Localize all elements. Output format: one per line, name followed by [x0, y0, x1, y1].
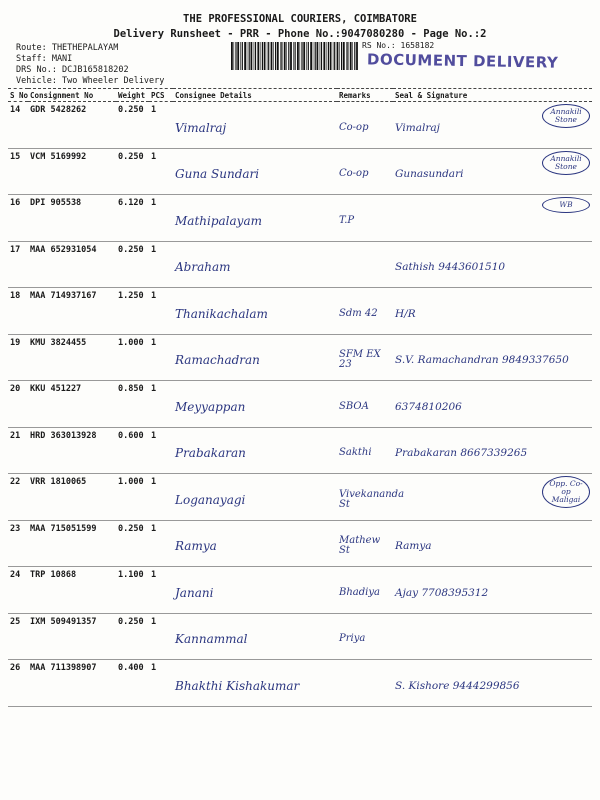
weight-cell-text: 0.250: [118, 523, 144, 534]
serial-cell-text: 23: [10, 523, 21, 534]
barcode-bar: [277, 42, 279, 70]
remarks-cell: [337, 334, 393, 381]
barcode-bar: [306, 42, 307, 70]
pcs-cell-text: 1: [151, 337, 157, 348]
serial-cell-text: 22: [10, 477, 21, 487]
serial-cell: [8, 102, 28, 149]
table-header-row: [8, 89, 592, 102]
document-delivery-stamp: DOCUMENT DELIVERY: [366, 50, 559, 72]
barcode-bar: [339, 42, 340, 70]
consignee-cell: [173, 241, 337, 288]
serial-cell-text: 15: [10, 151, 21, 162]
drs-label: DRS No.: DCJB165818202: [16, 65, 129, 75]
barcode-bar: [271, 42, 273, 70]
barcode: [231, 42, 359, 70]
pcs-cell: [149, 567, 173, 614]
weight-cell: [116, 427, 149, 474]
pcs-cell: [149, 381, 173, 428]
barcode-bar: [341, 42, 342, 70]
signature-cell-text: Vimalraj: [395, 121, 440, 134]
handwritten-note: Opp. Co-op Maligai: [542, 476, 590, 508]
weight-cell-text: 1.000: [118, 477, 144, 487]
remarks-cell: [337, 567, 393, 614]
vehicle-label: Vehicle: Two Wheeler Delivery: [16, 76, 165, 86]
consignment-cell: [28, 613, 116, 660]
consignee-cell: [173, 381, 337, 428]
serial-cell: [8, 613, 28, 660]
pcs-cell-text: 1: [151, 523, 157, 534]
barcode-bar: [301, 42, 302, 70]
consignment-cell: [28, 102, 116, 149]
weight-cell-text: 0.250: [118, 616, 144, 627]
signature-cell: [393, 567, 592, 614]
consignment-cell: [28, 520, 116, 567]
serial-cell: [8, 148, 28, 195]
barcode-bar: [343, 42, 345, 70]
weight-cell-text: 0.250: [118, 244, 144, 255]
consignment-cell: [28, 660, 116, 707]
sheet-title: Delivery Runsheet - PRR - Phone No.:9047080280 - Page No.:2: [113, 28, 487, 40]
remarks-cell: [337, 613, 393, 660]
consignee-cell: [173, 195, 337, 242]
handwritten-note: WB: [542, 197, 590, 213]
serial-cell: [8, 427, 28, 474]
signature-cell: [393, 613, 592, 660]
consignment-cell-text: MAA 714937167: [30, 291, 97, 301]
barcode-bar: [356, 42, 358, 70]
consignment-cell: [28, 381, 116, 428]
pcs-cell: [149, 148, 173, 195]
staff-label: Staff: MANI: [16, 54, 73, 64]
table-row: [8, 474, 592, 521]
signature-cell: [393, 195, 592, 242]
pcs-cell: [149, 334, 173, 381]
consignment-cell: [28, 148, 116, 195]
delivery-table: [8, 88, 592, 707]
pcs-cell: [149, 613, 173, 660]
barcode-bar: [231, 42, 233, 70]
consignment-cell-text: MAA 715051599: [30, 523, 97, 534]
barcode-bar: [326, 42, 327, 70]
barcode-bar: [308, 42, 309, 70]
barcode-bar: [280, 42, 281, 70]
pcs-cell-text: 1: [151, 384, 157, 394]
barcode-bar: [244, 42, 246, 70]
signature-cell: [393, 334, 592, 381]
pcs-cell-text: 1: [151, 198, 157, 208]
consignment-cell-text: VCM 5169992: [30, 151, 87, 162]
pcs-cell-text: 1: [151, 151, 157, 162]
consignment-cell-text: KKU 451227: [30, 384, 82, 394]
pcs-cell-text: 1: [151, 570, 157, 580]
remarks-cell: [337, 102, 393, 149]
serial-cell: [8, 474, 28, 521]
consignee-cell-text: Bhakthi Kishakumar: [175, 678, 300, 693]
consignee-cell-text: Vimalraj: [175, 120, 227, 135]
consignee-cell-text: Mathipalayam: [175, 213, 262, 228]
remarks-cell-text: Mathew St: [339, 535, 381, 557]
signature-cell: [393, 288, 592, 335]
consignment-cell-text: MAA 711398907: [30, 663, 97, 673]
consignee-cell-text: Thanikachalam: [175, 306, 268, 321]
weight-cell: [116, 381, 149, 428]
signature-cell-text: Ajay 7708395312: [395, 586, 489, 599]
table-row: [8, 520, 592, 567]
consignment-cell: [28, 474, 116, 521]
signature-cell: [393, 520, 592, 567]
serial-cell-text: 25: [10, 616, 21, 627]
serial-cell: [8, 520, 28, 567]
col-header: Remarks: [337, 89, 393, 102]
consignment-cell: [28, 288, 116, 335]
barcode-bar: [249, 42, 250, 70]
serial-cell: [8, 567, 28, 614]
barcode-bar: [303, 42, 305, 70]
consignee-cell: [173, 660, 337, 707]
weight-cell-text: 0.400: [118, 663, 144, 673]
consignment-cell: [28, 567, 116, 614]
barcode-bar: [254, 42, 255, 70]
table-row: [8, 241, 592, 288]
serial-cell: [8, 660, 28, 707]
weight-cell: [116, 195, 149, 242]
signature-cell: [393, 241, 592, 288]
signature-cell: [393, 102, 592, 149]
barcode-bar: [247, 42, 248, 70]
barcode-bar: [334, 42, 335, 70]
table-row: [8, 148, 592, 195]
barcode-bar: [330, 42, 332, 70]
signature-cell: [393, 474, 592, 521]
remarks-cell-text: Priya: [339, 633, 366, 645]
pcs-cell-text: 1: [151, 663, 157, 673]
barcode-bar: [321, 42, 322, 70]
handwritten-note: Annakili Stone: [542, 151, 590, 175]
barcode-bar: [288, 42, 289, 70]
consignment-cell-text: VRR 1810065: [30, 477, 87, 487]
weight-cell: [116, 660, 149, 707]
barcode-bar: [273, 42, 274, 70]
consignee-cell: [173, 334, 337, 381]
table-row: [8, 427, 592, 474]
barcode-bar: [317, 42, 319, 70]
barcode-bar: [260, 42, 261, 70]
serial-cell-text: 16: [10, 198, 21, 208]
consignee-cell: [173, 613, 337, 660]
consignment-cell-text: TRP 10868: [30, 570, 77, 580]
signature-cell-text: H/R: [395, 307, 416, 320]
weight-cell-text: 1.100: [118, 570, 144, 580]
weight-cell: [116, 334, 149, 381]
consignee-cell: [173, 474, 337, 521]
barcode-bar: [300, 42, 301, 70]
remarks-cell-text: Co-op: [339, 168, 369, 180]
remarks-cell: [337, 474, 405, 521]
barcode-bar: [281, 42, 282, 70]
consignee-cell-text: Janani: [175, 585, 214, 600]
handwritten-note: Annakili Stone: [542, 104, 590, 128]
pcs-cell-text: 1: [151, 105, 157, 115]
remarks-cell-text: Sdm 42: [339, 307, 378, 319]
pcs-cell: [149, 474, 173, 521]
serial-cell-text: 26: [10, 663, 21, 673]
weight-cell: [116, 288, 149, 335]
serial-cell-text: 19: [10, 337, 21, 348]
barcode-bar: [255, 42, 256, 70]
barcode-bar: [264, 42, 266, 70]
barcode-bar: [293, 42, 294, 70]
consignee-cell-text: Loganayagi: [175, 492, 246, 507]
barcode-bar: [267, 42, 268, 70]
consignment-cell: [28, 427, 116, 474]
signature-cell-text: 6374810206: [395, 400, 462, 413]
barcode-bar: [290, 42, 292, 70]
weight-cell: [116, 567, 149, 614]
barcode-bar: [352, 42, 353, 70]
barcode-bar: [350, 42, 352, 70]
route-label: Route: THETHEPALAYAM: [16, 43, 119, 53]
col-header: S No: [10, 90, 29, 100]
table-row: [8, 613, 592, 660]
serial-cell: [8, 241, 28, 288]
consignee-cell-text: Guna Sundari: [175, 167, 260, 182]
col-header: PCS: [149, 89, 173, 102]
barcode-bar: [354, 42, 355, 70]
barcode-bar: [346, 42, 347, 70]
remarks-cell-text: Sakthi: [339, 447, 372, 459]
table-row: [8, 567, 592, 614]
consignee-cell-text: Ramachadran: [175, 353, 260, 368]
serial-cell-text: 21: [10, 430, 21, 441]
weight-cell: [116, 102, 149, 149]
remarks-cell: [337, 520, 393, 567]
remarks-cell-text: SFM EX 23: [339, 349, 381, 371]
consignee-cell: [173, 148, 337, 195]
remarks-cell-text: Bhadiya: [339, 586, 380, 598]
signature-cell-text: Prabakaran 8667339265: [395, 447, 528, 460]
barcode-bar: [257, 42, 259, 70]
weight-cell: [116, 520, 149, 567]
col-header: Weight: [116, 89, 149, 102]
consignee-cell-text: Abraham: [175, 260, 231, 275]
consignment-cell-text: DPI 905538: [30, 198, 82, 208]
remarks-cell: [337, 427, 393, 474]
pcs-cell: [149, 520, 173, 567]
pcs-cell: [149, 102, 173, 149]
signature-cell: [393, 660, 592, 707]
pcs-cell-text: 1: [151, 616, 157, 627]
weight-cell: [116, 148, 149, 195]
signature-cell-text: Sathish 9443601510: [395, 261, 506, 274]
serial-cell-text: 18: [10, 291, 21, 301]
table-row: [8, 102, 592, 149]
remarks-cell: [337, 381, 393, 428]
weight-cell-text: 0.600: [118, 430, 144, 441]
pcs-cell: [149, 660, 173, 707]
serial-cell: [8, 334, 28, 381]
consignment-cell-text: HRD 363013928: [30, 430, 97, 441]
barcode-bar: [234, 42, 235, 70]
consignment-cell-text: IXM 509491357: [30, 616, 97, 627]
pcs-cell: [149, 427, 173, 474]
remarks-cell: [337, 660, 393, 707]
remarks-cell: [337, 288, 393, 335]
barcode-bar: [235, 42, 236, 70]
consignment-cell: [28, 334, 116, 381]
company-title: THE PROFESSIONAL COURIERS, COIMBATORE: [183, 13, 417, 25]
barcode-bar: [295, 42, 296, 70]
barcode-bar: [333, 42, 334, 70]
signature-cell: [393, 427, 592, 474]
pcs-cell-text: 1: [151, 244, 157, 255]
consignment-cell-text: GDR 5428262: [30, 105, 87, 115]
barcode-bar: [297, 42, 299, 70]
consignment-cell-text: KMU 3824455: [30, 337, 87, 348]
serial-cell-text: 14: [10, 105, 21, 115]
weight-cell-text: 0.250: [118, 105, 144, 115]
barcode-bar: [328, 42, 329, 70]
weight-cell: [116, 613, 149, 660]
weight-cell-text: 1.000: [118, 337, 144, 348]
consignee-cell-text: Ramya: [175, 539, 217, 554]
weight-cell: [116, 474, 149, 521]
remarks-cell-text: SBOA: [339, 400, 369, 412]
consignee-cell-text: Meyyappan: [175, 399, 246, 414]
remarks-cell: [337, 241, 393, 288]
barcode-bar: [262, 42, 263, 70]
barcode-bar: [337, 42, 339, 70]
weight-cell-text: 0.250: [118, 151, 144, 162]
table-row: [8, 660, 592, 707]
barcode-bar: [237, 42, 239, 70]
barcode-bar: [347, 42, 348, 70]
consignee-cell: [173, 427, 337, 474]
weight-cell-text: 6.120: [118, 198, 144, 208]
table-row: [8, 381, 592, 428]
remarks-cell-text: Vivekananda St: [339, 488, 405, 510]
rs-number: RS No.: 1658182: [362, 41, 435, 50]
barcode-bar: [240, 42, 241, 70]
col-header: Seal & Signature: [393, 89, 592, 102]
signature-cell-text: S.V. Ramachandran 9849337650: [395, 354, 569, 367]
col-header: Consignee Details: [173, 89, 337, 102]
consignment-cell-text: MAA 652931054: [30, 244, 97, 255]
remarks-cell: [337, 195, 393, 242]
barcode-bar: [275, 42, 276, 70]
serial-cell-text: 17: [10, 244, 21, 255]
pcs-cell: [149, 195, 173, 242]
barcode-bar: [310, 42, 312, 70]
barcode-bar: [286, 42, 287, 70]
consignment-cell: [28, 241, 116, 288]
pcs-cell-text: 1: [151, 477, 157, 487]
pcs-cell-text: 1: [151, 291, 157, 301]
table-row: [8, 288, 592, 335]
serial-cell-text: 24: [10, 570, 21, 580]
remarks-cell-text: Co-op: [339, 121, 369, 133]
weight-cell: [116, 241, 149, 288]
weight-cell-text: 0.850: [118, 384, 144, 394]
pcs-cell: [149, 288, 173, 335]
table-row: [8, 334, 592, 381]
consignee-cell-text: Kannammal: [175, 632, 248, 647]
serial-cell-text: 20: [10, 384, 21, 394]
barcode-bar: [284, 42, 286, 70]
signature-cell-text: Gunasundari: [395, 168, 464, 181]
consignment-cell: [28, 195, 116, 242]
barcode-bar: [242, 42, 243, 70]
consignee-cell: [173, 288, 337, 335]
barcode-bar: [268, 42, 269, 70]
table-row: [8, 195, 592, 242]
barcode-bar: [323, 42, 325, 70]
barcode-bar: [313, 42, 314, 70]
remarks-cell-text: T.P: [339, 214, 355, 226]
weight-cell-text: 1.250: [118, 291, 144, 301]
serial-cell: [8, 195, 28, 242]
signature-cell: [393, 148, 592, 195]
pcs-cell-text: 1: [151, 430, 157, 441]
consignee-cell-text: Prabakaran: [175, 446, 246, 461]
consignee-cell: [173, 520, 337, 567]
barcode-bar: [320, 42, 321, 70]
serial-cell: [8, 288, 28, 335]
signature-cell-text: Ramya: [395, 540, 432, 553]
consignee-cell: [173, 102, 337, 149]
serial-cell: [8, 381, 28, 428]
consignee-cell: [173, 567, 337, 614]
barcode-bar: [251, 42, 253, 70]
signature-cell-text: S. Kishore 9444299856: [395, 679, 520, 692]
pcs-cell: [149, 241, 173, 288]
barcode-bar: [315, 42, 316, 70]
col-header: Consignment No: [28, 89, 116, 102]
remarks-cell: [337, 148, 393, 195]
signature-cell: [393, 381, 592, 428]
